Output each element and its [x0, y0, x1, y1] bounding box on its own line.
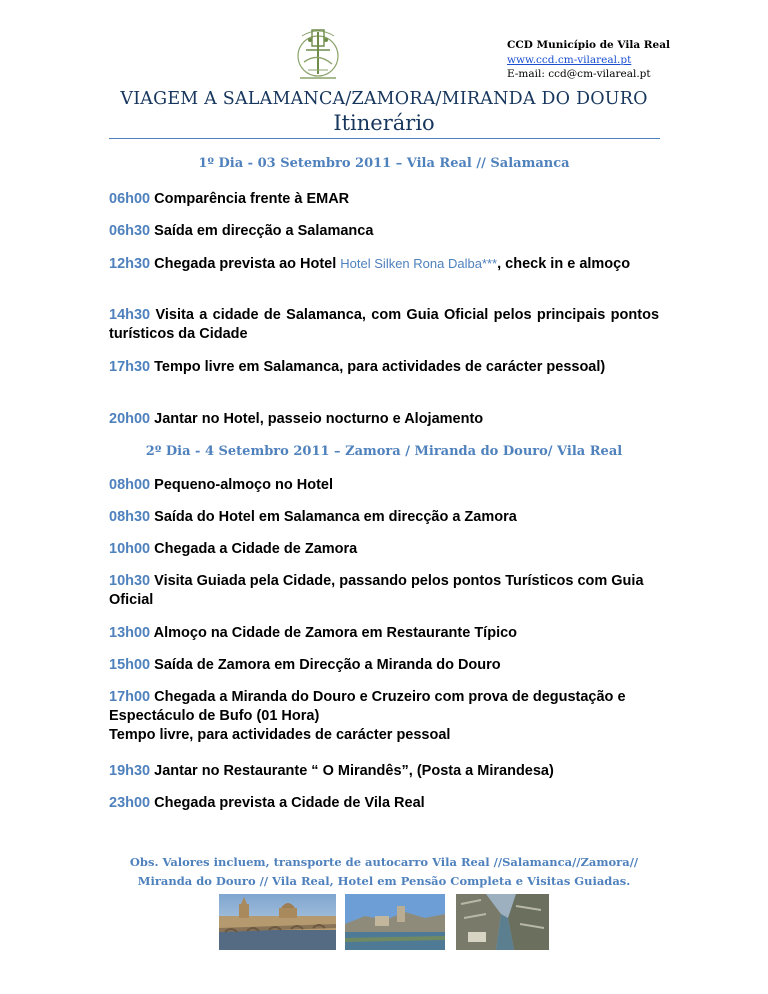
document-title: VIAGEM A SALAMANCA/ZAMORA/MIRANDA DO DOURO [120, 89, 648, 109]
item-time: 15h00 [109, 657, 151, 673]
item-text: Saída do Hotel em Salamanca em direcção a Zamora [154, 509, 517, 525]
item-time: 23h00 [109, 795, 151, 811]
item-time: 14h30 [109, 307, 151, 323]
item-time: 17h00 [109, 689, 151, 705]
email-line: E-mail: ccd@cm-vilareal.pt [506, 68, 651, 80]
item-text: Pequeno-almoço no Hotel [154, 477, 333, 493]
item-text: Chegada a Miranda do Douro e Cruzeiro com prova de degustação e Espectáculo de Bufo (01 Hora) [109, 689, 626, 724]
item-text: Jantar no Restaurante “ O Mirandês”, (Posta a Mirandesa) [154, 763, 554, 779]
day2-item [109, 688, 659, 745]
day2-heading: 2º Dia - 4 Setembro 2011 – Zamora / Miranda do Douro/ Vila Real [145, 444, 623, 459]
hotel-name: Hotel Silken Rona Dalba*** [340, 256, 498, 271]
org-name: CCD Município de Vila Real [506, 39, 670, 51]
item-text: Jantar no Hotel, passeio nocturno e Alojamento [154, 411, 484, 427]
day2-item [109, 476, 659, 495]
douro-canyon-photo [456, 894, 549, 950]
day1-item [109, 410, 659, 429]
title-divider [109, 138, 660, 139]
item-time: 13h00 [109, 625, 151, 641]
day2-item [109, 794, 659, 813]
item-time: 19h30 [109, 763, 151, 779]
zamora-town-photo [345, 894, 445, 950]
item-time: 10h30 [109, 573, 151, 589]
item-text: Saída em direcção a Salamanca [154, 223, 374, 239]
ccd-logo [288, 22, 348, 84]
item-text: Tempo livre em Salamanca, para actividades de carácter pessoal) [154, 359, 606, 375]
item-text: , check in e almoço [497, 256, 631, 272]
day2-item [109, 656, 659, 675]
item-extra-line: Tempo livre, para actividades de carácter pessoal [109, 727, 451, 743]
item-time: 17h30 [109, 359, 151, 375]
day1-item [109, 190, 659, 209]
item-time: 06h30 [109, 223, 151, 239]
day2-item [109, 508, 659, 527]
obs-line-1: Obs. Valores incluem, transporte de autocarro Vila Real //Salamanca//Zamora// [129, 855, 639, 869]
item-time: 10h00 [109, 541, 151, 557]
item-text: Chegada prevista ao Hotel [154, 256, 337, 272]
item-text: Chegada a Cidade de Zamora [154, 541, 358, 557]
item-time: 12h30 [109, 256, 151, 272]
day1-item [109, 358, 659, 377]
day2-item [109, 624, 659, 643]
item-text: Chegada prevista a Cidade de Vila Real [154, 795, 425, 811]
item-text: Visita a cidade de Salamanca, com Guia Oficial pelos principais pontos turísticos da Cidade [109, 307, 660, 342]
day1-heading: 1º Dia - 03 Setembro 2011 – Vila Real // Salamanca [198, 156, 570, 171]
day1-item [109, 222, 659, 241]
obs-line-2: Miranda do Douro // Vila Real, Hotel em Pensão Completa e Visitas Guiadas. [137, 874, 631, 888]
item-time: 08h00 [109, 477, 151, 493]
day2-item [109, 572, 659, 610]
day2-item [109, 762, 659, 781]
day1-item [109, 254, 659, 274]
document-subtitle: Itinerário [333, 111, 435, 135]
item-time: 20h00 [109, 411, 151, 427]
item-time: 08h30 [109, 509, 151, 525]
salamanca-bridge-photo [219, 894, 336, 950]
observations-note [0, 853, 768, 891]
item-text: Comparência frente à EMAR [154, 191, 350, 207]
day1-item [109, 306, 659, 344]
website-link[interactable]: www.ccd.cm-vilareal.pt [506, 53, 632, 66]
organization-header [507, 38, 670, 82]
item-time: 06h00 [109, 191, 151, 207]
item-text: Saída de Zamora em Direcção a Miranda do Douro [154, 657, 501, 673]
item-text: Visita Guiada pela Cidade, passando pelos pontos Turísticos com Guia Oficial [109, 573, 644, 608]
day2-item [109, 540, 659, 559]
item-text: Almoço na Cidade de Zamora em Restaurante Típico [153, 625, 518, 641]
